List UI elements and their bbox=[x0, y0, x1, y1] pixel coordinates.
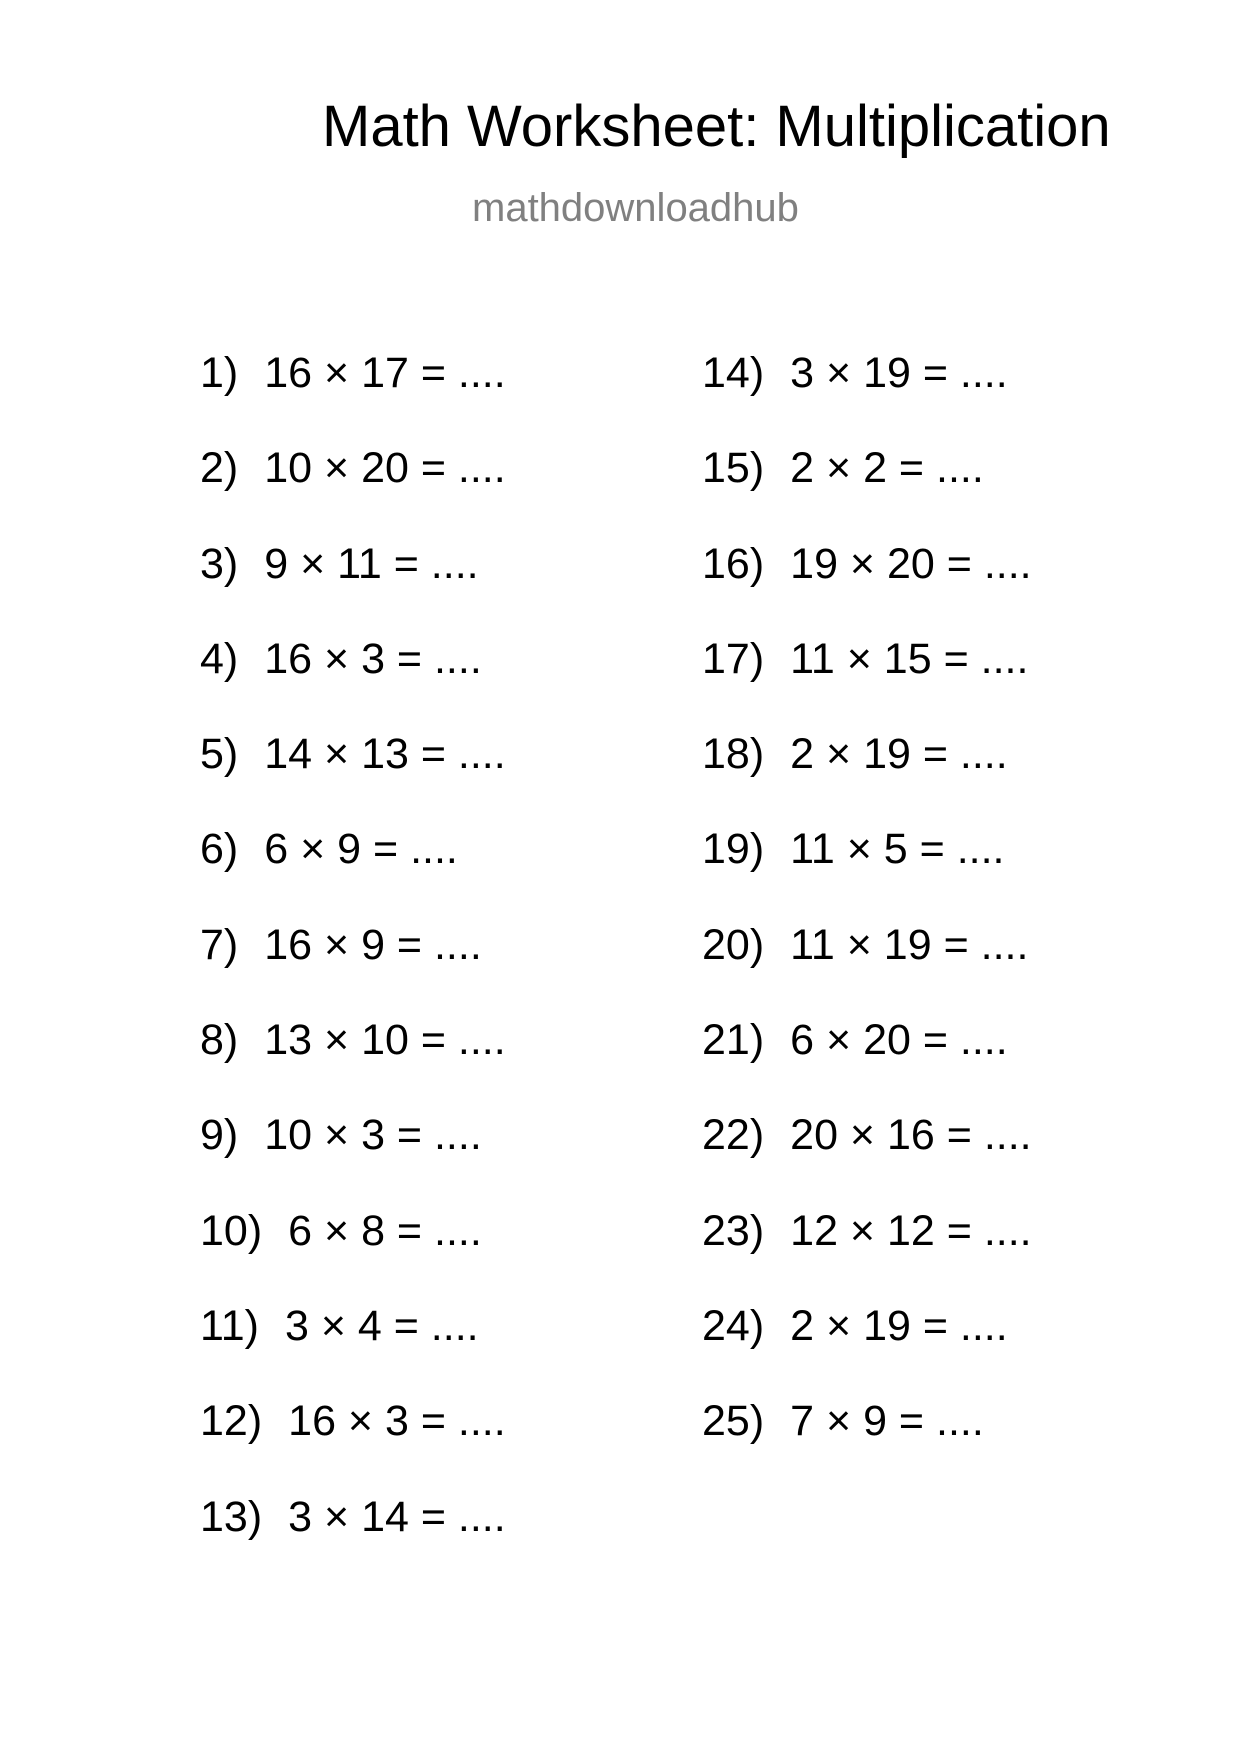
problem-number: 5) bbox=[200, 730, 239, 779]
problem-item bbox=[702, 539, 1032, 638]
problem-expression: 3 × 19 = .... bbox=[790, 349, 1008, 397]
problem-column-left bbox=[200, 349, 506, 1591]
problem-number: 14) bbox=[702, 349, 765, 397]
problem-expression: 6 × 8 = .... bbox=[288, 1206, 482, 1255]
problem-item bbox=[200, 1301, 506, 1400]
problem-number: 19) bbox=[702, 825, 765, 874]
problem-item bbox=[200, 349, 506, 447]
problem-item bbox=[200, 1206, 506, 1305]
problem-expression: 10 × 3 = .... bbox=[264, 1111, 482, 1160]
problem-number: 11) bbox=[200, 1301, 259, 1350]
problem-expression: 16 × 17 = .... bbox=[264, 349, 506, 397]
problem-item bbox=[702, 1206, 1032, 1305]
problem-item bbox=[702, 1111, 1032, 1209]
problem-expression: 12 × 12 = .... bbox=[790, 1206, 1032, 1255]
problem-number: 18) bbox=[702, 730, 765, 779]
problem-expression: 19 × 20 = .... bbox=[790, 539, 1032, 588]
problem-expression: 14 × 13 = .... bbox=[264, 730, 506, 779]
problem-number: 12) bbox=[200, 1397, 263, 1446]
problem-number: 4) bbox=[200, 634, 239, 683]
problem-expression: 6 × 20 = .... bbox=[790, 1016, 1008, 1065]
problem-item bbox=[702, 1397, 1032, 1495]
problem-item bbox=[200, 444, 506, 542]
problem-item bbox=[200, 1111, 506, 1209]
problem-number: 17) bbox=[702, 634, 765, 683]
problem-number: 8) bbox=[200, 1016, 239, 1065]
problem-item bbox=[200, 634, 506, 733]
problem-item bbox=[200, 920, 506, 1019]
problem-number: 10) bbox=[200, 1206, 263, 1255]
problem-number: 15) bbox=[702, 444, 765, 493]
problem-item bbox=[200, 1492, 506, 1591]
problem-number: 6) bbox=[200, 825, 239, 874]
problem-expression: 10 × 20 = .... bbox=[264, 444, 506, 493]
problem-expression: 2 × 19 = .... bbox=[790, 1301, 1008, 1350]
problem-expression: 11 × 5 = .... bbox=[790, 825, 1005, 874]
problem-expression: 2 × 2 = .... bbox=[790, 444, 984, 493]
problem-expression: 16 × 9 = .... bbox=[264, 920, 482, 969]
problem-expression: 2 × 19 = .... bbox=[790, 730, 1008, 779]
problem-expression: 11 × 15 = .... bbox=[790, 634, 1029, 683]
problem-item bbox=[200, 1016, 506, 1114]
problem-expression: 6 × 9 = .... bbox=[264, 825, 458, 874]
problem-item bbox=[702, 1301, 1032, 1400]
problem-expression: 16 × 3 = .... bbox=[288, 1397, 506, 1446]
problem-item bbox=[702, 730, 1032, 828]
problem-item bbox=[702, 444, 1032, 542]
problem-number: 20) bbox=[702, 920, 765, 969]
problem-number: 16) bbox=[702, 539, 765, 588]
problem-expression: 16 × 3 = .... bbox=[264, 634, 482, 683]
worksheet-title: Math Worksheet: Multiplication bbox=[322, 94, 1111, 159]
problem-number: 13) bbox=[200, 1492, 263, 1541]
problem-item bbox=[702, 1016, 1032, 1114]
problem-expression: 11 × 19 = .... bbox=[790, 920, 1029, 969]
problem-number: 21) bbox=[702, 1016, 765, 1065]
problem-item bbox=[200, 730, 506, 828]
problem-item bbox=[200, 539, 506, 638]
worksheet-subtitle: mathdownloadhub bbox=[472, 186, 799, 230]
problem-number: 9) bbox=[200, 1111, 239, 1160]
problem-number: 1) bbox=[200, 349, 239, 397]
problem-item bbox=[702, 825, 1032, 923]
problem-number: 25) bbox=[702, 1397, 765, 1446]
problem-number: 22) bbox=[702, 1111, 765, 1160]
problem-number: 23) bbox=[702, 1206, 765, 1255]
problem-item bbox=[200, 825, 506, 923]
problem-expression: 3 × 14 = .... bbox=[288, 1492, 506, 1541]
problem-item bbox=[702, 634, 1032, 733]
problem-expression: 9 × 11 = .... bbox=[264, 539, 479, 588]
problem-number: 7) bbox=[200, 920, 239, 969]
problem-number: 24) bbox=[702, 1301, 765, 1350]
problem-expression: 20 × 16 = .... bbox=[790, 1111, 1032, 1160]
problem-number: 2) bbox=[200, 444, 239, 493]
problem-item bbox=[200, 1397, 506, 1495]
problem-item bbox=[702, 920, 1032, 1019]
problem-item bbox=[702, 349, 1032, 447]
problem-column-right bbox=[702, 349, 1032, 1496]
problem-expression: 3 × 4 = .... bbox=[284, 1301, 479, 1350]
problem-number: 3) bbox=[200, 539, 239, 588]
problem-expression: 13 × 10 = .... bbox=[264, 1016, 506, 1065]
problem-expression: 7 × 9 = .... bbox=[790, 1397, 984, 1446]
